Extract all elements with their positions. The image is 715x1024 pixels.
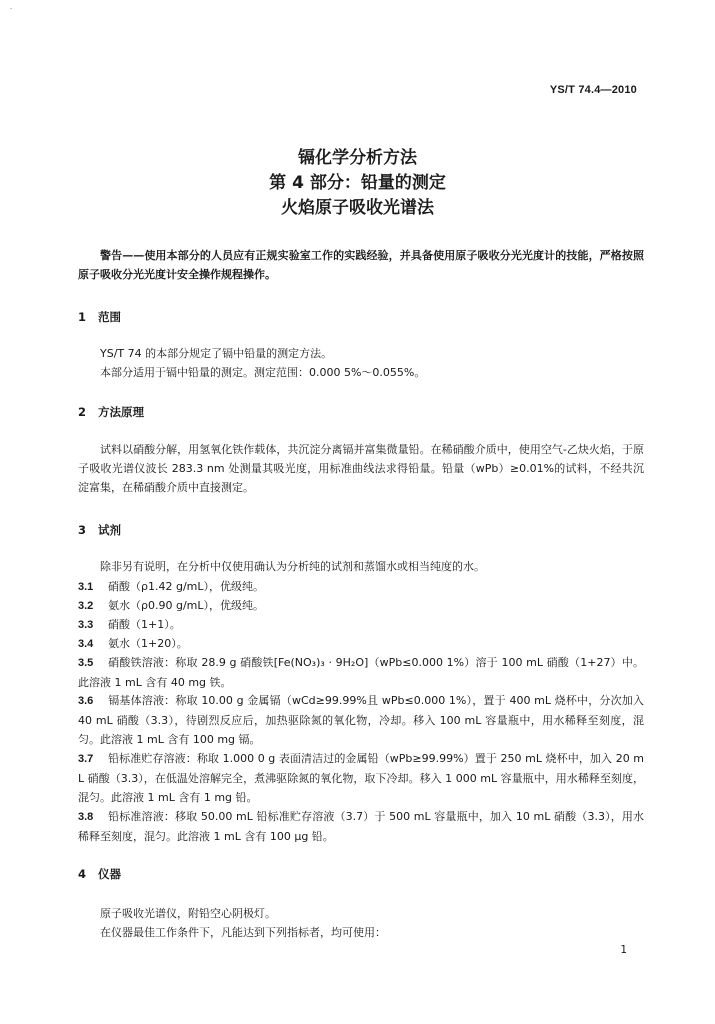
scan-artifact — [10, 8, 12, 9]
section-title: 范围 — [98, 310, 121, 324]
title-line-3: 火焰原子吸收光谱法 — [281, 198, 434, 218]
reagent-item: 3.6 镉基体溶液：称取 10.00 g 金属镉（wCd≥99.99%且 wPb≤0.000 1%），置于 400 mL 烧杯中，分次加入 40 mL 硝酸（3.3），待剧烈反应后，加热驱除氮的氧化物，冷却。移入 100 mL 容量瓶中，用水稀释至刻度，混匀。此溶液 1 mL 含有 100 mg 镉。 — [78, 694, 644, 746]
reagent-item: 3.3 硝酸（1+1）。 — [78, 618, 181, 631]
section-title: 方法原理 — [98, 405, 144, 419]
reagent-item: 3.1 硝酸（ρ1.42 g/mL），优级纯。 — [78, 580, 265, 593]
section-3-heading — [78, 522, 121, 538]
page-number: 1 — [620, 944, 627, 956]
section-number: 4 — [78, 867, 87, 881]
scope-line-2: 本部分适用于镉中铅量的测定。测定范围：0.000 5%～0.055%。 — [100, 366, 426, 379]
document-title — [0, 146, 715, 221]
section-title: 仪器 — [98, 867, 121, 881]
section-2-heading — [78, 404, 144, 420]
section-title: 试剂 — [98, 523, 121, 537]
instrument-line-2: 在仪器最佳工作条件下，凡能达到下列指标者，均可使用： — [100, 926, 386, 939]
reagent-item: 3.5 硝酸铁溶液：称取 28.9 g 硝酸铁[Fe(NO₃)₃ · 9H₂O]（wPb≤0.000 1%）溶于 100 mL 硝酸（1+27）中。此溶液 1 mL 含有 40 mg 铁。 — [78, 656, 644, 689]
reagent-item: 3.4 氨水（1+20）。 — [78, 637, 188, 650]
scope-line-1: YS/T 74 的本部分规定了镉中铅量的测定方法。 — [100, 347, 333, 360]
section-1-heading — [78, 309, 121, 325]
instrument-line-1: 原子吸收光谱仪，附铅空心阴极灯。 — [100, 907, 276, 920]
reagent-item: 3.8 铅标准溶液：移取 50.00 mL 铅标准贮存溶液（3.7）于 500 mL 容量瓶中，加入 10 mL 硝酸（3.3），用水稀释至刻度，混匀。此溶液 1 mL 含有 100 μg 铅。 — [78, 810, 644, 843]
title-line-1: 镉化学分析方法 — [298, 148, 417, 168]
section-4-heading — [78, 866, 121, 882]
standard-code: YS/T 74.4—2010 — [549, 84, 637, 96]
principle-paragraph: 试料以硝酸分解，用氢氧化铁作载体，共沉淀分离镉并富集微量铅。在稀硝酸介质中，使用空气-乙炔火焰，于原子吸收光谱仪波长 283.3 nm 处测量其吸光度，用标准曲线法求得铅量。铅量（wPb）≥0.01%的试料，不经共沉淀富集，在稀硝酸介质中直接测定。 — [78, 443, 644, 494]
warning-paragraph: 警告——使用本部分的人员应有正规实验室工作的实践经验，并具备使用原子吸收分光光度计的技能，严格按照原子吸收分光光度计安全操作规程操作。 — [78, 249, 644, 281]
reagent-item: 3.2 氨水（ρ0.90 g/mL），优级纯。 — [78, 599, 265, 612]
title-line-2: 第 4 部分：铅量的测定 — [269, 173, 446, 193]
section-number: 1 — [78, 310, 87, 324]
section-number: 3 — [78, 523, 87, 537]
reagent-item: 3.7 铅标准贮存溶液：称取 1.000 0 g 表面清洁过的金属铅（wPb≥99.99%）置于 250 mL 烧杯中，加入 20 mL 硝酸（3.3），在低温处溶解完全，煮沸驱除氮的氧化物，取下冷却。移入 1 000 mL 容量瓶中，用水稀释至刻度，混匀。此溶液 1 mL 含有 1 mg 铅。 — [78, 752, 644, 804]
reagents-intro: 除非另有说明，在分析中仅使用确认为分析纯的试剂和蒸馏水或相当纯度的水。 — [100, 560, 485, 573]
section-number: 2 — [78, 405, 87, 419]
